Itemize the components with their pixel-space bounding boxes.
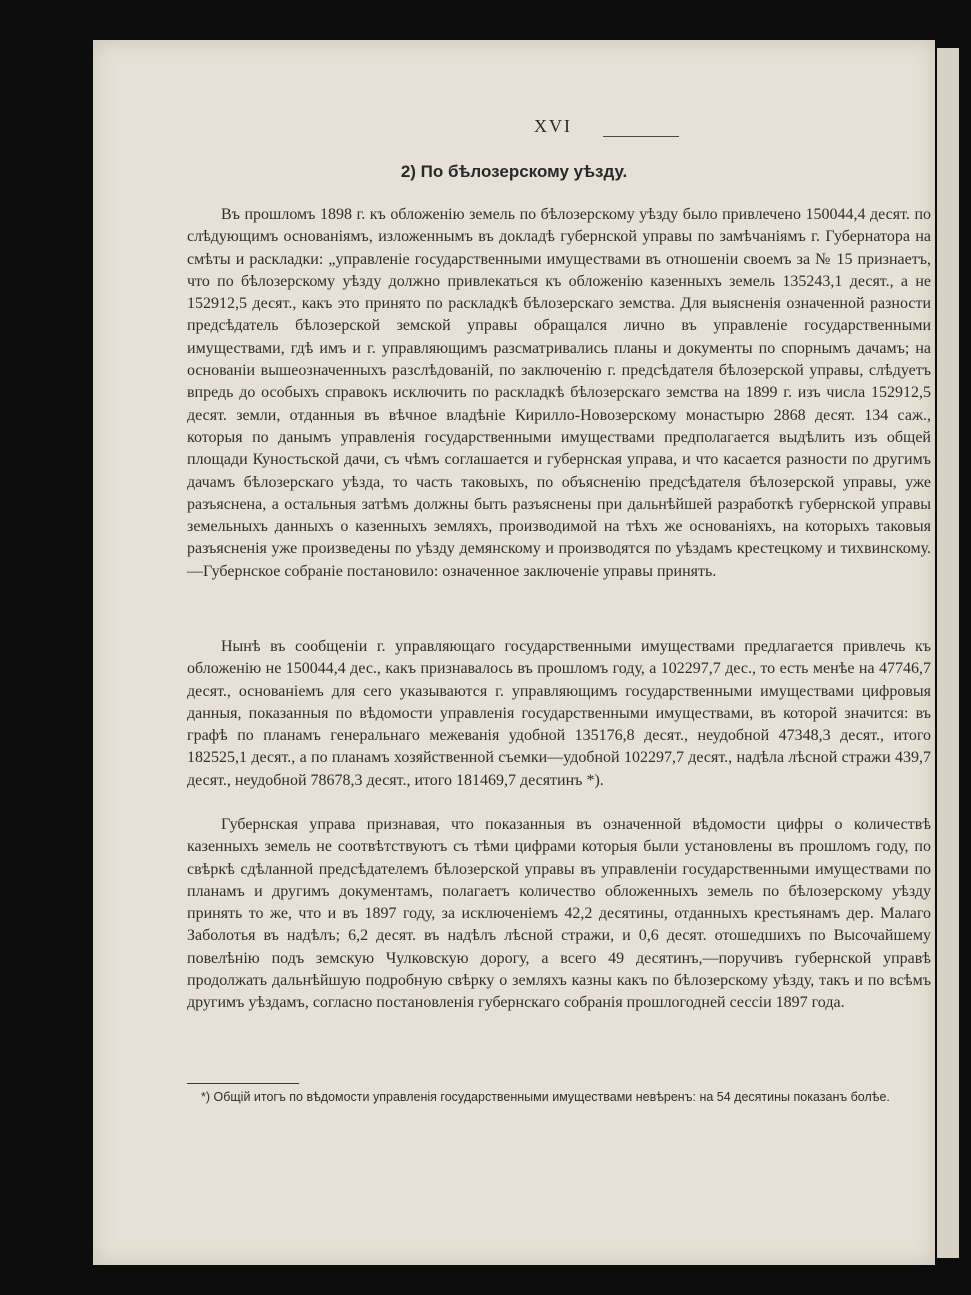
page-number: XVI	[534, 116, 572, 136]
background-edge	[959, 40, 971, 1295]
paragraph-2: Нынѣ въ сообщеніи г. управляющаго государственными имуществами предлагается привлечь къ обложенію не 150044,4 дес., какъ признавалось въ прошломъ году, а 102297,7 дес., то есть менѣе на 47746,7 десят., основаніемъ для сего указываются г. управляющимъ государственными имуществами цифровыя данныя, показанныя по вѣдомости управленія государственными имуществами, въ которой значится: въ графѣ по планамъ генеральнаго межеванія удобной 135176,8 десят., неудобной 47348,3 десят., итого 182525,1 десят., а по планамъ хозяйственной съемки—удобной 102297,7 десят., надѣла лѣсной стражи 439,7 десят., неудобной 78678,3 десят., итого 181469,7 десятинъ *).	[187, 638, 931, 789]
next-page-edge	[937, 48, 959, 1258]
paragraph-3: Губернская управа признавая, что показанныя въ означенной вѣдомости цифры о количествѣ казенныхъ земель не соотвѣтствуютъ съ тѣми цифрами которыя были установлены въ прошломъ году, по свѣркѣ сдѣланной предсѣдателемъ бѣлозерской управы въ управленіи государственными имуществами по планамъ и другимъ документамъ, полагаетъ количество обложенныхъ земель по бѣлозерскому уѣзду принять то же, что и въ 1897 году, за исключеніемъ 42,2 десятины, отданныхъ крестьянамъ дер. Малаго Заболотья въ надѣлъ; 6,2 десят. въ надѣлъ лѣсной стражи, и 0,6 десят. отошедшихъ по Высочайшему повелѣнію подъ земскую Чулковскую дорогу, а всего 49 десятинъ,—поручивъ губернской управѣ продолжать дальнѣйшую подробную свѣрку о земляхъ казны какъ по бѣлозерскому уѣзду, такъ и по всѣмъ другимъ уѣздамъ, согласно постановленія губернскаго собранія прошлогодней сессіи 1897 года.	[187, 816, 931, 1012]
document-page	[93, 40, 935, 1265]
paragraph-1: Въ прошломъ 1898 г. къ обложенію земель по бѣлозерскому уѣзду было привлечено 150044,4 десят. по слѣдующимъ основаніямъ, изложеннымъ въ докладѣ губернской управы по замѣчаніямъ г. Губернатора на смѣты и раскладки: „управленіе государственными имуществами въ отношеніи своемъ за № 15 признаетъ, что по бѣлозерскому уѣзду должно привлекаться къ обложенію казенныхъ земель 135243,1 десят., а не 152912,5 десят., какъ это принято по раскладкѣ бѣлозерскаго земства. Для выясненія означенной разности предсѣдатель бѣлозерской земской управы обращался лично въ управленіе государственными имуществами, гдѣ имъ и г. управляющимъ разсматривались планы и документы по спорнымъ дачамъ; на основаніи вышеозначенныхъ разслѣдованій, по заключенію г. предсѣдателя бѣлозерской управы, слѣдуетъ впредь до особыхъ справокъ исключить по раскладкѣ бѣлозерскаго земства на 1899 г. изъ числа 152912,5 десят. земли, отданныя въ вѣчное владѣніе Кирилло-Новозерскому монастырю 2868 десят. 134 саж., которыя по данымъ управленія государственными имуществами предполагается выдѣлить изъ общей площади Куностьской дачи, съ чѣмъ соглашается и губернская управа, и что касается разности по другимъ дачамъ бѣлозерскаго уѣзда, то часть таковыхъ, по объясненію предсѣдателя бѣлозерской управы, уже разъяснена, а остальныя затѣмъ должны быть разъяснены при дальнѣйшей разработкѣ губернской управы земельныхъ данныхъ о казенныхъ земляхъ, производимой на тѣхъ же основаніяхъ, на которыхъ таковыя разъясненія уже произведены по уѣзду демянскому и производятся по уѣздамъ крестецкому и тихвинскому.—Губернское собраніе постановило: означенное заключеніе управы принять.	[187, 206, 931, 580]
page-number-underline	[603, 136, 679, 137]
footnote-divider	[187, 1083, 299, 1084]
section-title: 2) По бѣлозерскому уѣзду.	[400, 162, 628, 181]
footnote: *) Общій итогъ по вѣдомости управленія государственными имуществами невѣренъ: на 54 десятины показанъ болѣе.	[201, 1090, 890, 1104]
